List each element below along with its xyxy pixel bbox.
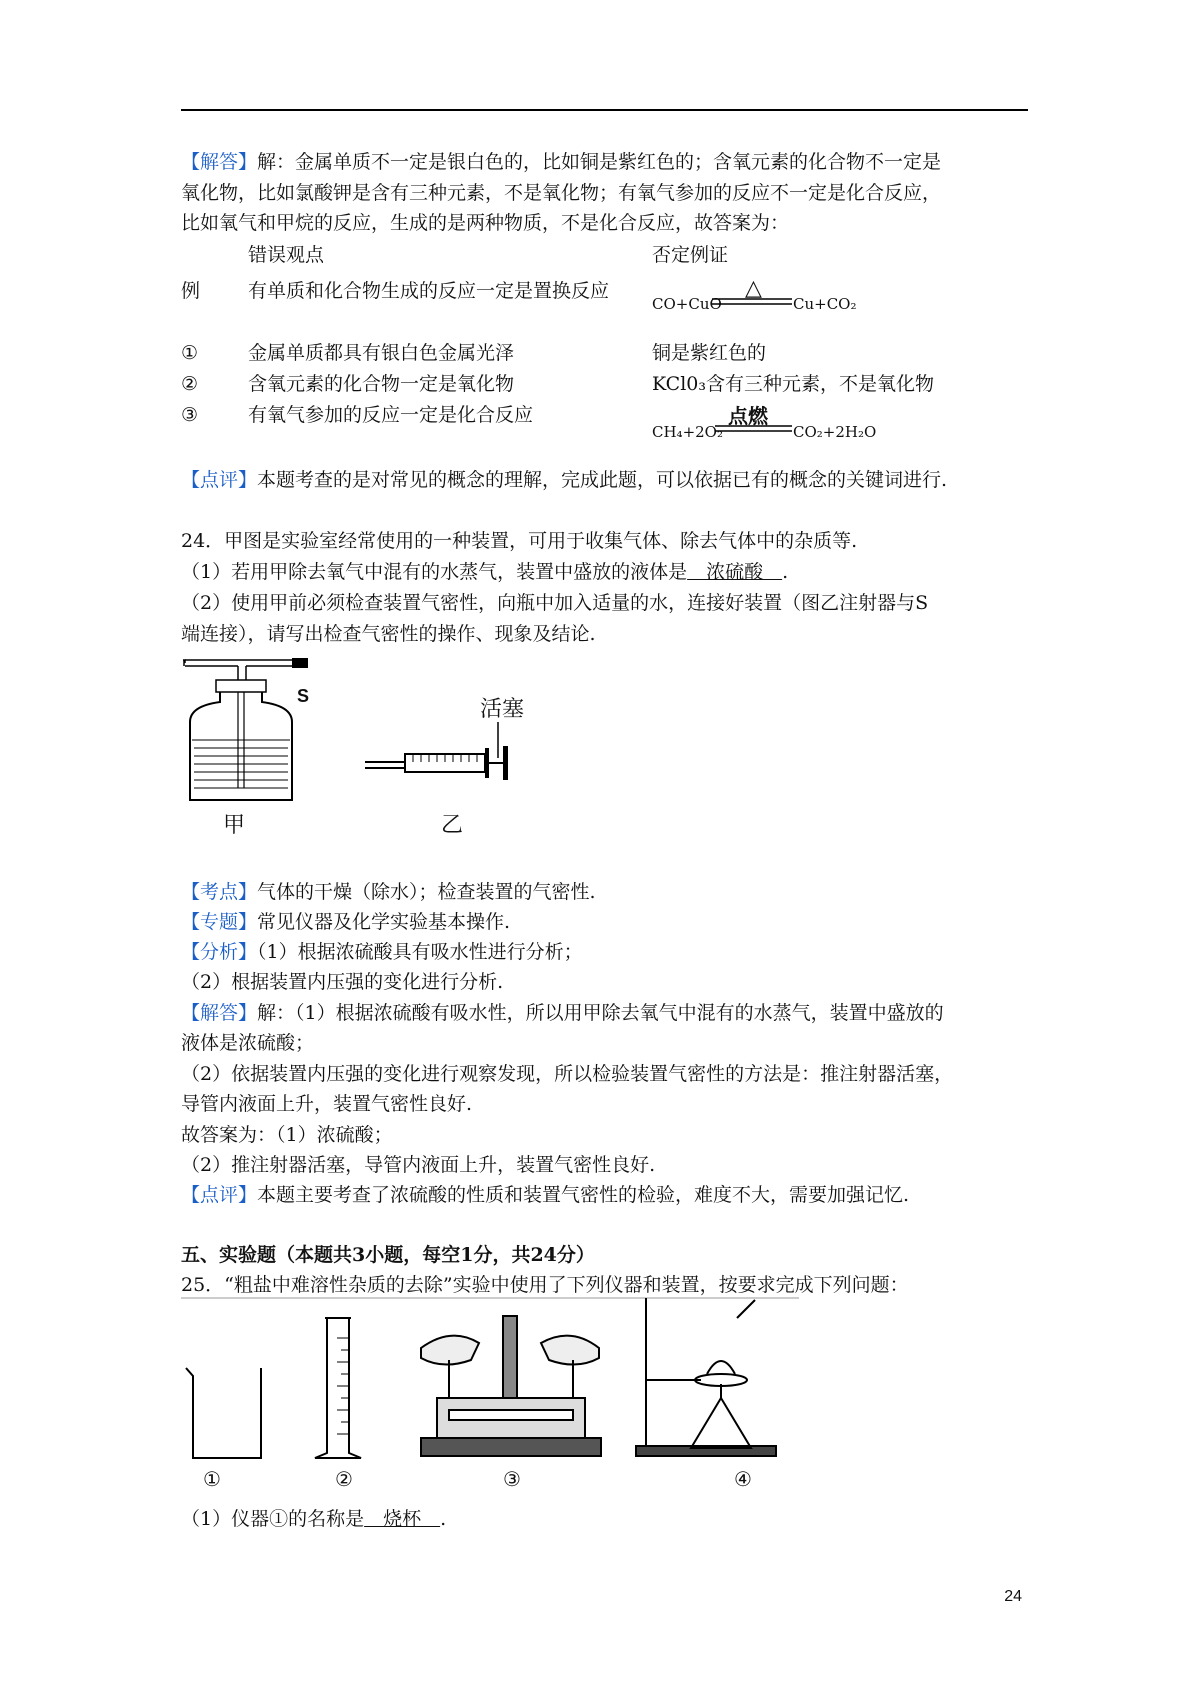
- fig-label-s: S: [297, 686, 310, 706]
- table-row-label: ②: [181, 373, 199, 395]
- table-row-wrong: 有单质和化合物生成的反应一定是置换反应: [248, 280, 610, 302]
- table-header-wrong: 错误观点: [248, 244, 325, 266]
- section-heading: 五、实验题（本题共3小题，每空1分，共24分）: [181, 1244, 595, 1266]
- apparatus-label-1: ①: [203, 1467, 221, 1491]
- eq1-left: CO+CuO: [652, 295, 722, 313]
- q24-part1: （1）若用甲除去氧气中混有的水蒸气，装置中盛放的液体是 浓硫酸 .: [181, 561, 789, 583]
- eq1-right: Cu+CO₂: [793, 295, 857, 313]
- q23-jieda-line1: 【解答】解：金属单质不一定是银白色的，比如铜是紫红色的；含氧元素的化合物不一定是: [181, 151, 942, 173]
- q24-jieda: 【解答】解：（1）根据浓硫酸有吸水性，所以用甲除去氧气中混有的水蒸气，装置中盛放的: [181, 1002, 944, 1024]
- q23-jieda-line2: 氧化物，比如氯酸钾是含有三种元素，不是氧化物；有氧气参加的反应不一定是化合反应，: [181, 182, 942, 204]
- fig-label-jia: 甲: [223, 812, 246, 837]
- eq1-double-line: [712, 298, 792, 306]
- syringe-figure: [365, 722, 515, 782]
- q24-fenxi: 【分析】（1）根据浓硫酸具有吸水性进行分析；: [181, 941, 583, 963]
- table-row-label: 例: [181, 280, 201, 302]
- dianping-tag: 【点评】: [181, 1184, 258, 1206]
- q24-jieda3: （2）依据装置内压强的变化进行观察发现，所以检验装置气密性的方法是：推注射器活塞，: [181, 1063, 954, 1085]
- table-row-counter: KCl0₃含有三种元素，不是氧化物: [652, 373, 935, 395]
- kaodian-tag: 【考点】: [181, 881, 258, 903]
- eq2-double-line: [715, 425, 792, 433]
- table-row-label: ③: [181, 404, 199, 426]
- q25-stem: 25．“粗盐中难溶性杂质的去除”实验中使用了下列仪器和装置，按要求完成下列问题：: [181, 1274, 909, 1296]
- q24-zhuanti: 【专题】常见仪器及化学实验基本操作.: [181, 911, 511, 933]
- q25-answer-blank: 烧杯: [364, 1508, 441, 1530]
- table-row-wrong: 有氧气参加的反应一定是化合反应: [248, 404, 534, 426]
- jieda-tag: 【解答】: [181, 151, 258, 173]
- q24-fenxi2: （2）根据装置内压强的变化进行分析.: [181, 971, 504, 993]
- q23-jieda-line3: 比如氧气和甲烷的反应，生成的是两种物质，不是化合反应，故答案为：: [181, 212, 790, 234]
- q24-part2-line2: 端连接），请写出检查气密性的操作、现象及结论.: [181, 623, 596, 645]
- dianping-tag: 【点评】: [181, 469, 258, 491]
- q24-jieda2: 液体是浓硫酸；: [181, 1032, 315, 1054]
- q24-answer-blank: 浓硫酸: [687, 561, 783, 583]
- table-row-counter: 铜是紫红色的: [652, 342, 767, 364]
- fig-label-piston: 活塞: [480, 696, 525, 721]
- q25-part1: （1）仪器①的名称是 烧杯 .: [181, 1508, 447, 1530]
- jieda-tag: 【解答】: [181, 1002, 258, 1024]
- table-header-counter: 否定例证: [652, 244, 729, 266]
- fig-label-yi: 乙: [441, 812, 464, 837]
- eq2-condition: 点燃: [728, 404, 768, 428]
- q24-part2-line1: （2）使用甲前必须检查装置气密性，向瓶中加入适量的水，连接好装置（图乙注射器与S: [181, 592, 929, 614]
- eq2-right: CO₂+2H₂O: [793, 423, 877, 441]
- q23-dianping: 【点评】本题考查的是对常见的概念的理解，完成此题，可以依据已有的概念的关键词进行.: [181, 469, 948, 491]
- q24-kaodian: 【考点】气体的干燥（除水）；检查装置的气密性.: [181, 881, 596, 903]
- q24-ans2: （2）推注射器活塞，导管内液面上升，装置气密性良好.: [181, 1154, 656, 1176]
- fenxi-tag: 【分析】: [181, 941, 258, 963]
- eq2-left: CH₄+2O₂: [652, 423, 723, 441]
- apparatus-label-2: ②: [335, 1467, 353, 1491]
- header-rule: [181, 109, 1028, 111]
- q24-stem: 24．甲图是实验室经常使用的一种装置，可用于收集气体、除去气体中的杂质等.: [181, 530, 858, 552]
- table-row-wrong: 金属单质都具有银白色金属光泽: [248, 342, 515, 364]
- q24-jieda4: 导管内液面上升，装置气密性良好.: [181, 1093, 473, 1115]
- apparatus-label-4: ④: [734, 1467, 752, 1491]
- table-row-wrong: 含氧元素的化合物一定是氧化物: [248, 373, 515, 395]
- page-number: 24: [1004, 1588, 1022, 1605]
- eq1-condition: △: [745, 276, 762, 301]
- gas-washing-bottle-figure: [180, 660, 310, 810]
- table-row-label: ①: [181, 342, 199, 364]
- q24-ans1: 故答案为：（1）浓硫酸；: [181, 1124, 393, 1146]
- q25-apparatus-figure: [181, 1298, 801, 1458]
- apparatus-label-3: ③: [503, 1467, 521, 1491]
- beaker: [186, 1368, 261, 1458]
- q24-dianping: 【点评】本题主要考查了浓硫酸的性质和装置气密性的检验，难度不大，需要加强记忆.: [181, 1184, 910, 1206]
- zhuanti-tag: 【专题】: [181, 911, 258, 933]
